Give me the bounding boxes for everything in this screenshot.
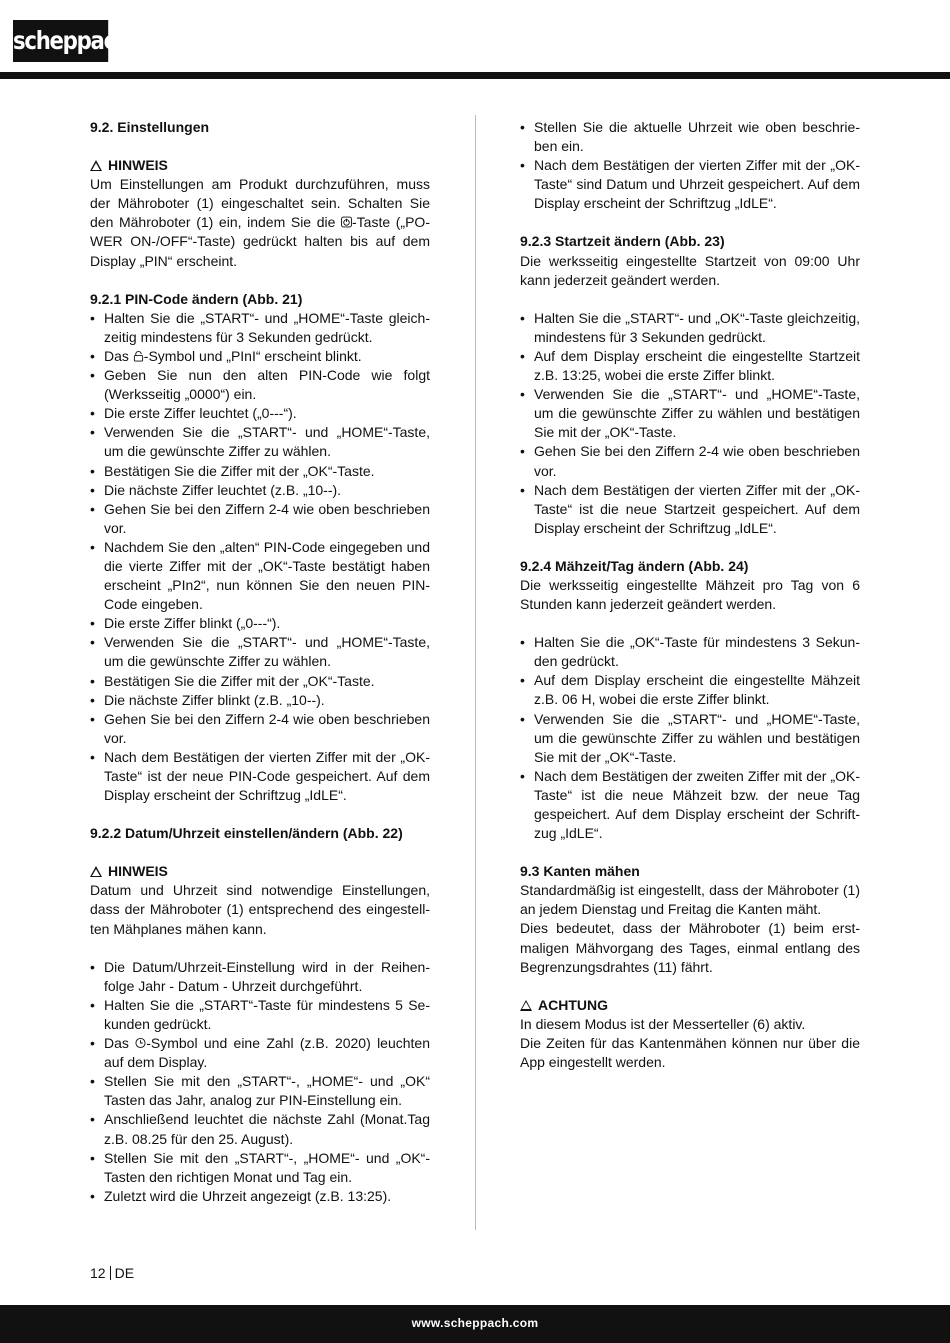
hinweis-text: Datum und Uhrzeit sind notwendige Einstellungen, dass der Mähroboter (1) entsprechend des eingestellten Mähplanes mähen kann. — [90, 882, 430, 937]
list-item: • Auf dem Display erscheint die eingestellte Startzeit z.B. 13:25, wobei die erste Ziffer blinkt. — [520, 347, 860, 385]
list-item: • Bestätigen Sie die Ziffer mit der „OK“-Taste. — [90, 672, 430, 691]
section-title-9-2-4: 9.2.4 Mähzeit/Tag ändern (Abb. 24) — [520, 557, 749, 574]
list-item: • Verwenden Sie die „START“- und „HOME“-Taste, um die gewünschte Ziffer zu wählen. — [90, 423, 430, 461]
paragraph: Die werksseitig eingestellte Startzeit von 09:00 Uhr kann jederzeit geändert werden. — [520, 252, 860, 288]
warning-icon — [90, 160, 102, 171]
achtung-text: In diesem Modus ist der Messerteller (6) aktiv. — [520, 1015, 806, 1032]
section-title-9-2-3: 9.2.3 Startzeit ändern (Abb. 23) — [520, 233, 725, 250]
list-item: • Geben Sie nun den alten PIN-Code wie folgt (Werksseitig „0000“) ein. — [90, 366, 430, 404]
list-item: • Verwenden Sie die „START“- und „HOME“-Taste, um die gewünschte Ziffer zu wählen. — [90, 633, 430, 671]
warning-icon — [90, 866, 102, 877]
footer-bar — [0, 1305, 950, 1343]
list-item: • Die nächste Ziffer blinkt (z.B. „10--). — [90, 691, 430, 710]
list-item: • Bestätigen Sie die Ziffer mit der „OK“-Taste. — [90, 462, 430, 481]
left-column — [90, 118, 430, 1206]
footer-url[interactable]: www.scheppach.com — [411, 1316, 539, 1330]
list-item: • Halten Sie die „OK“-Taste für mindestens 3 Sekunden gedrückt. — [520, 633, 860, 671]
list-item: • Gehen Sie bei den Ziffern 2-4 wie oben beschrieben vor. — [90, 710, 430, 748]
header-rule — [0, 72, 950, 79]
list-item: • Gehen Sie bei den Ziffern 2-4 wie oben beschrieben vor. — [520, 442, 860, 480]
list-item: • Gehen Sie bei den Ziffern 2-4 wie oben beschrieben vor. — [90, 500, 430, 538]
list-item: • Die erste Ziffer leuchtet („0---“). — [90, 404, 430, 423]
list-item: • Anschließend leuchtet die nächste Zahl (Monat.Tag z.B. 08.25 für den 25. August). — [90, 1110, 430, 1148]
list-item: • Nach dem Bestätigen der vierten Ziffer mit der „OK-Taste“ ist die neue Startzeit gespeichert. Auf dem Display erscheint der Schriftzug „IdLE“. — [520, 481, 860, 538]
achtung-heading: ACHTUNG — [520, 996, 860, 1015]
list-item: • Zuletzt wird die Uhrzeit angezeigt (z.B. 13:25). — [90, 1187, 430, 1206]
list-item: • Die nächste Ziffer leuchtet (z.B. „10--). — [90, 481, 430, 500]
hinweis-text: Um Einstellungen am Produkt durchzuführen, muss der Mähroboter (1) eingeschaltet sein. Schalten Sie den Mähroboter (1) ein, indem Sie die -Taste („POWER ON-/OFF“-Taste) gedrückt halten bis auf dem Display „PIN“ erscheint. — [90, 176, 430, 269]
list-item: • Die erste Ziffer blinkt („0---“). — [90, 614, 430, 633]
section-title-9-2-1: 9.2.1 PIN-Code ändern (Abb. 21) — [90, 290, 303, 307]
list-item: • Stellen Sie die aktuelle Uhrzeit wie oben beschrieben ein. — [520, 118, 860, 156]
paragraph: Die werksseitig eingestellte Mähzeit pro Tag von 6 Stunden kann jederzeit geändert werden. — [520, 576, 860, 613]
right-column — [520, 118, 860, 1072]
section-title-9-3: 9.3 Kanten mähen — [520, 863, 640, 880]
date-time-steps — [90, 958, 430, 1206]
list-item: • Verwenden Sie die „START“- und „HOME“-Taste, um die gewünschte Ziffer zu wählen und bestätigen Sie mit der „OK“-Taste. — [520, 385, 860, 442]
page-number: 12 DE — [90, 1265, 135, 1281]
pin-code-steps — [90, 309, 430, 805]
hinweis-heading: HINWEIS — [90, 862, 430, 881]
list-item: • Stellen Sie mit den „START“-, „HOME“- und „OK“-Tasten den richtigen Monat und Tag ein. — [90, 1149, 430, 1187]
list-item: • Nach dem Bestätigen der zweiten Ziffer mit der „OK-Taste“ ist die neue Mähzeit bzw. der neue Tag gespeichert. Auf dem Display erscheint der Schriftzug „IdLE“. — [520, 767, 860, 843]
scheppach-logo: scheppach — [13, 20, 108, 62]
mowing-time-steps — [520, 633, 860, 843]
list-item: • Auf dem Display erscheint die eingestellte Mähzeit z.B. 06 H, wobei die erste Ziffer blinkt. — [520, 671, 860, 709]
column-divider — [475, 115, 476, 1230]
lock-icon — [133, 350, 144, 362]
power-button-icon — [341, 216, 352, 228]
list-item: • Halten Sie die „START“-Taste für mindestens 5 Sekunden gedrückt. — [90, 996, 430, 1034]
list-item: • Halten Sie die „START“- und „OK“-Taste gleichzeitig, mindestens für 3 Sekunden gedrückt. — [520, 309, 860, 347]
date-time-steps-continued — [520, 118, 860, 213]
list-item: • Das -Symbol und „PInI“ erscheint blinkt. — [90, 347, 430, 366]
list-item: • Nach dem Bestätigen der vierten Ziffer mit der „OK-Taste“ sind Datum und Uhrzeit gespeichert. Auf dem Display erscheint der Schriftzug „IdLE“. — [520, 156, 860, 213]
list-item: • Stellen Sie mit den „START“-, „HOME“- und „OK“ Tasten das Jahr, analog zur PIN-Einstellung ein. — [90, 1072, 430, 1110]
paragraph: Standardmäßig ist eingestellt, dass der Mähroboter (1) an jedem Dienstag und Freitag die Kanten mäht. — [520, 882, 860, 918]
list-item: • Nachdem Sie den „alten“ PIN-Code eingegeben und die vierte Ziffer mit der „OK“-Taste bestätigt haben erscheint „PIn2“, nun können Sie den neuen PIN-Code eingeben. — [90, 538, 430, 614]
hinweis-heading: HINWEIS — [90, 156, 430, 175]
paragraph: Dies bedeutet, dass der Mähroboter (1) beim erstmaligen Mähvorgang des Tages, einmal entlang des Begrenzungsdrahtes (11) fährt. — [520, 920, 860, 975]
warning-icon — [520, 1000, 532, 1011]
list-item: • Halten Sie die „START“- und „HOME“-Taste gleichzeitig mindestens für 3 Sekunden gedrückt. — [90, 309, 430, 347]
list-item: • Verwenden Sie die „START“- und „HOME“-Taste, um die gewünschte Ziffer zu wählen und bestätigen Sie mit der „OK“-Taste. — [520, 710, 860, 767]
list-item: • Das -Symbol und eine Zahl (z.B. 2020) leuchten auf dem Display. — [90, 1034, 430, 1072]
clock-icon — [135, 1037, 146, 1049]
list-item: • Nach dem Bestätigen der vierten Ziffer mit der „OK-Taste“ ist der neue PIN-Code gespeichert. Auf dem Display erscheint der Schriftzug „IdLE“. — [90, 748, 430, 805]
achtung-text: Die Zeiten für das Kantenmähen können nur über die App eingestellt werden. — [520, 1034, 860, 1071]
list-item: • Die Datum/Uhrzeit-Einstellung wird in der Reihenfolge Jahr - Datum - Uhrzeit durchgeführt. — [90, 958, 430, 996]
section-title-9-2-2: 9.2.2 Datum/Uhrzeit einstellen/ändern (Abb. 22) — [90, 825, 403, 842]
section-title-9-2: 9.2. Einstellungen — [90, 119, 210, 135]
start-time-steps — [520, 309, 860, 538]
